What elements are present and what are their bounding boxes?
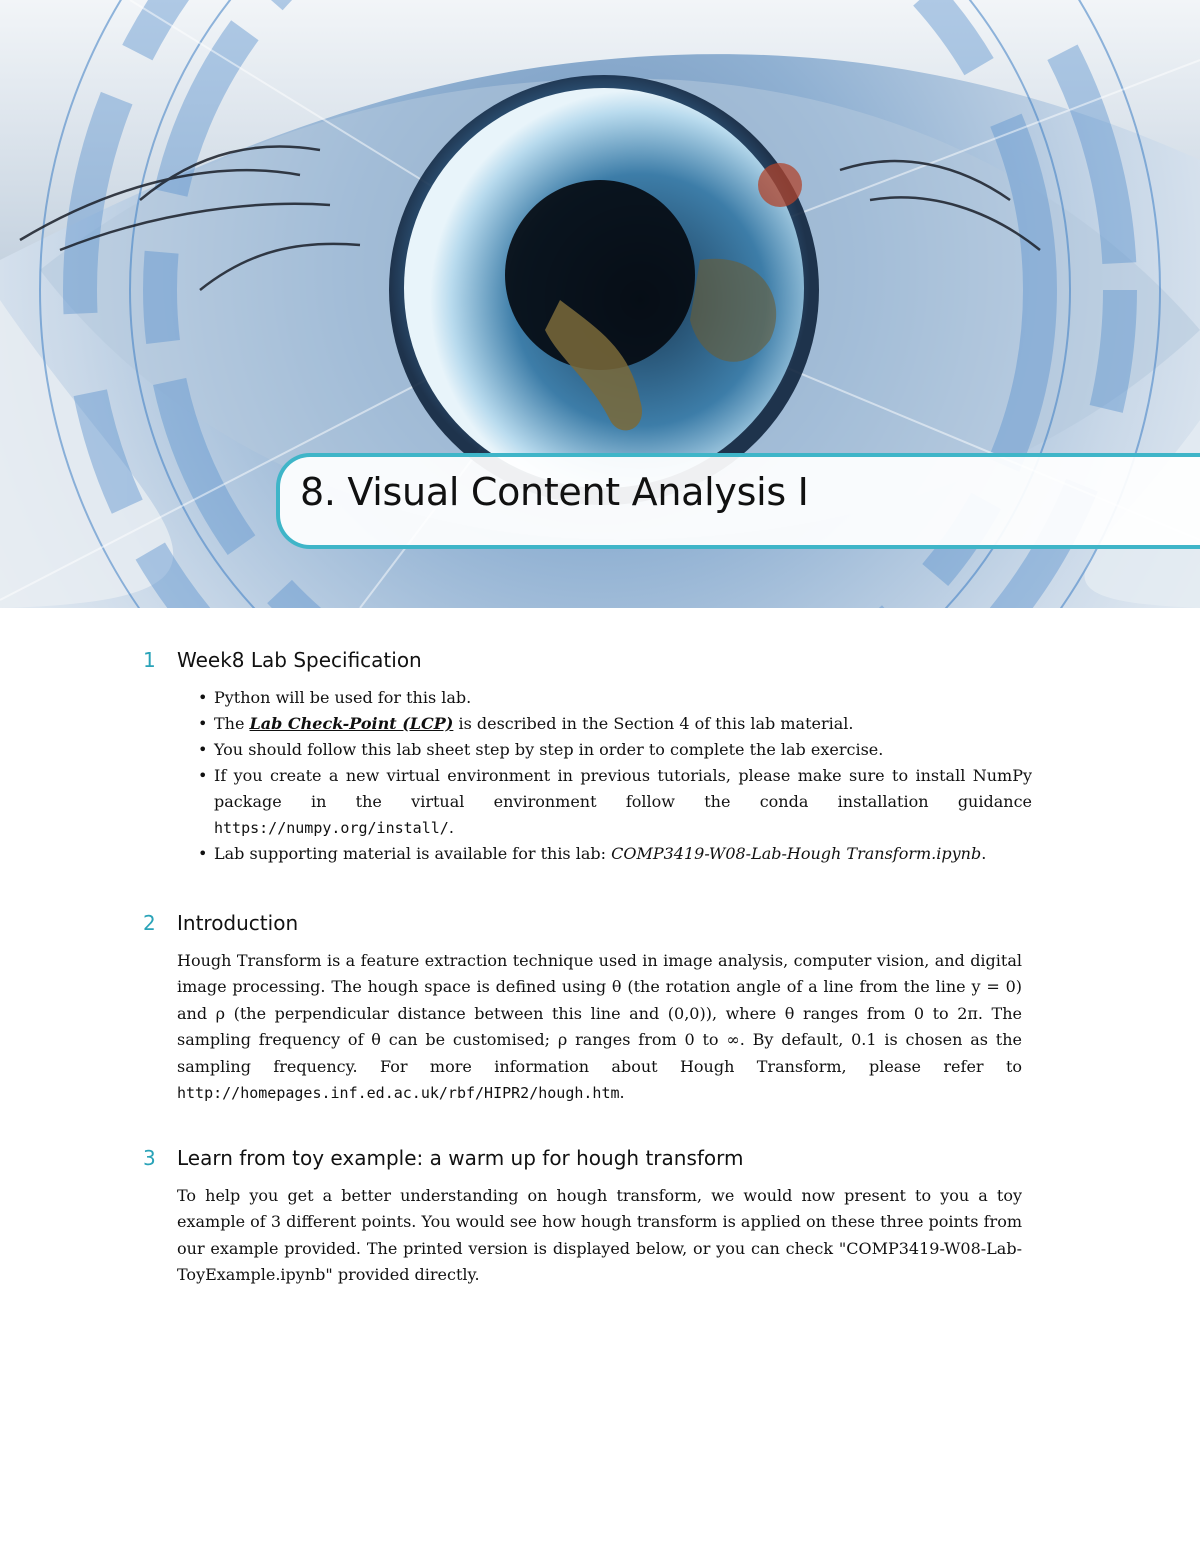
hough-reference-link[interactable]: http://homepages.inf.ed.ac.uk/rbf/HIPR2/hough.htm (177, 1084, 620, 1103)
numpy-install-link[interactable]: https://numpy.org/install/ (214, 819, 449, 837)
list-item: • You should follow this lab sheet step by step in order to complete the lab exercise. (214, 737, 1032, 763)
chapter-title: 8. Visual Content Analysis I (300, 470, 809, 514)
lab-checkpoint-label: Lab Check-Point (LCP) (249, 714, 454, 733)
list-item: • Lab supporting material is available for this lab: COMP3419-W08-Lab-Hough Transform.ipynb. (214, 841, 1032, 867)
section-number: 1 (143, 648, 156, 672)
list-item: • Python will be used for this lab. (214, 685, 1032, 711)
section-title: Introduction (177, 911, 299, 935)
toy-example-paragraph: To help you get a better understanding on hough transform, we would now present to you a toy example of 3 different points. You would see how hough transform is applied on these three points from our example provided. The printed version is displayed below, or you can check "COMP3419-W08-Lab-ToyExample.ipynb" provided directly. (177, 1186, 1022, 1285)
section-number: 3 (143, 1146, 156, 1170)
introduction-paragraph: Hough Transform is a feature extraction technique used in image analysis, computer vision, and digital image processing. The hough space is defined using θ (the rotation angle of a line from the line y = 0) and ρ (the perpendicular distance between this line and (0,0)), where θ ranges from 0 to 2π. The sampling frequency of θ can be customised; ρ ranges from 0 to ∞. By default, 0.1 is chosen as the sampling frequency. For more information about Hough Transform, please refer to http://homepages.inf.ed.ac.uk/rbf/HIPR2/hough.htm. (177, 951, 1022, 1103)
section-title: Week8 Lab Specification (177, 648, 422, 672)
list-item: • If you create a new virtual environment in previous tutorials, please make sure to install NumPy package in the virtual environment follow the conda installation guidance https://numpy.org/install/. (214, 763, 1032, 841)
bullet-list (214, 685, 1032, 867)
section-title: Learn from toy example: a warm up for hough transform (177, 1146, 744, 1170)
section-number: 2 (143, 911, 156, 935)
notebook-filename: COMP3419-W08-Lab-Hough Transform.ipynb (611, 844, 982, 863)
list-item: • The Lab Check-Point (LCP) is described in the Section 4 of this lab material. (214, 711, 1032, 737)
